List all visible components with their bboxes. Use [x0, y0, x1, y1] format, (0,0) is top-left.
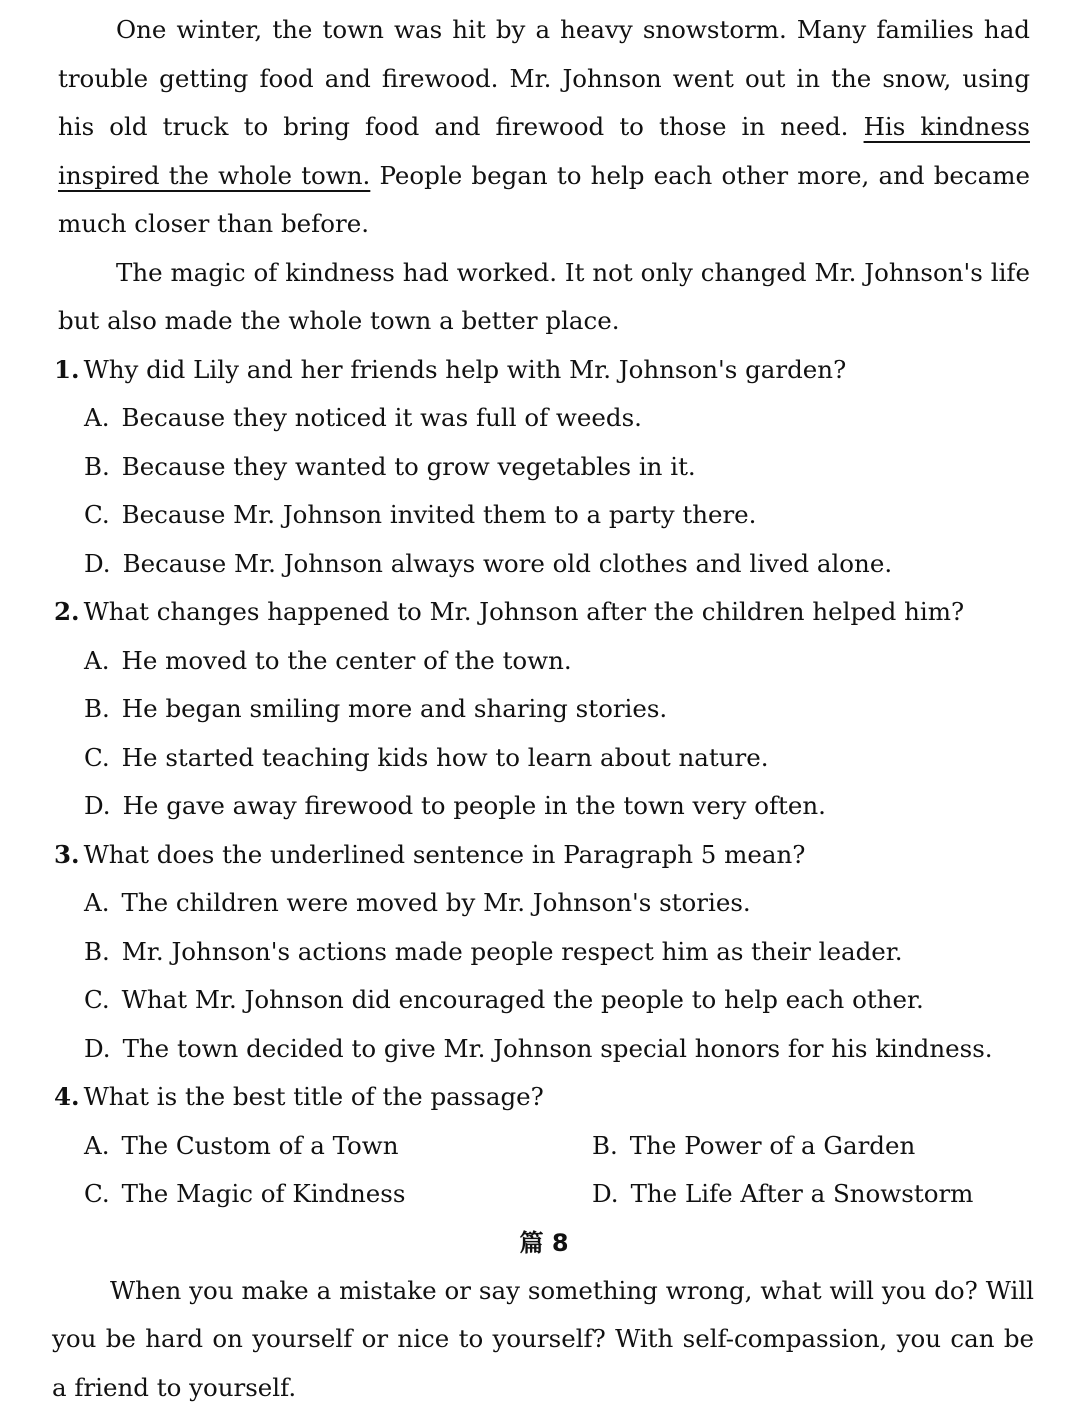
- option-b[interactable]: [84, 928, 1030, 977]
- question-number: 3.: [54, 840, 80, 869]
- option-letter: D.: [84, 1034, 111, 1063]
- option-d[interactable]: [84, 1025, 1030, 1074]
- option-letter: A.: [84, 403, 109, 432]
- option-grid: [84, 1122, 1030, 1219]
- underlined-sentence: His kindness inspired the whole town.: [58, 112, 1030, 190]
- option-c[interactable]: [84, 1170, 592, 1219]
- section-title: 篇 8: [58, 1219, 1030, 1267]
- option-text: The Power of a Garden: [630, 1131, 915, 1160]
- option-letter: D.: [84, 791, 111, 820]
- option-text: The Magic of Kindness: [122, 1179, 406, 1208]
- option-text: Mr. Johnson's actions made people respect him as their leader.: [122, 937, 903, 966]
- option-a[interactable]: [84, 879, 1030, 928]
- option-text: The children were moved by Mr. Johnson's stories.: [121, 888, 750, 917]
- option-text: He moved to the center of the town.: [121, 646, 571, 675]
- option-text: The town decided to give Mr. Johnson special honors for his kindness.: [123, 1034, 993, 1063]
- question-3: [58, 831, 1030, 1074]
- paragraph-snowstorm: [58, 6, 1030, 249]
- question-number: 4.: [54, 1082, 80, 1111]
- question-text: What changes happened to Mr. Johnson after the children helped him?: [84, 597, 965, 626]
- question-stem: [54, 346, 1030, 395]
- option-letter: B.: [84, 937, 110, 966]
- option-letter: D.: [84, 549, 111, 578]
- question-number: 1.: [54, 355, 80, 384]
- option-letter: C.: [84, 743, 110, 772]
- option-c[interactable]: [84, 734, 1030, 783]
- option-text: He started teaching kids how to learn about nature.: [122, 743, 769, 772]
- option-d[interactable]: [84, 782, 1030, 831]
- paragraph-magic: The magic of kindness had worked. It not only changed Mr. Johnson's life but also made the whole town a better place.: [58, 249, 1030, 346]
- section-intro-paragraph: When you make a mistake or say something wrong, what will you do? Will you be hard on yourself or nice to yourself? With self-compassion, you can be a friend to yourself.: [52, 1267, 1034, 1412]
- option-b[interactable]: [592, 1122, 1030, 1171]
- option-c[interactable]: [84, 976, 1030, 1025]
- option-text: He began smiling more and sharing stories.: [122, 694, 667, 723]
- option-letter: A.: [84, 1131, 109, 1160]
- option-text: Because Mr. Johnson always wore old clothes and lived alone.: [123, 549, 893, 578]
- question-stem: [54, 1073, 1030, 1122]
- option-text: Because they noticed it was full of weeds.: [121, 403, 641, 432]
- option-a[interactable]: [84, 1122, 592, 1171]
- option-text: Because Mr. Johnson invited them to a party there.: [122, 500, 757, 529]
- option-text: The Life After a Snowstorm: [631, 1179, 974, 1208]
- option-c[interactable]: [84, 491, 1030, 540]
- question-1: [58, 346, 1030, 589]
- option-a[interactable]: [84, 637, 1030, 686]
- option-d[interactable]: [84, 540, 1030, 589]
- option-letter: C.: [84, 500, 110, 529]
- option-a[interactable]: [84, 394, 1030, 443]
- option-letter: B.: [592, 1131, 618, 1160]
- option-letter: A.: [84, 888, 109, 917]
- option-d[interactable]: [592, 1170, 1030, 1219]
- paragraph-text: One winter, the town was hit by a heavy snowstorm. Many families had trouble getting food and firewood. Mr. Johnson went out in the snow, using his old truck to bring food and firewood to those in need.: [58, 15, 1030, 141]
- option-b[interactable]: [84, 443, 1030, 492]
- question-stem: [54, 588, 1030, 637]
- option-letter: C.: [84, 985, 110, 1014]
- question-text: What does the underlined sentence in Paragraph 5 mean?: [84, 840, 806, 869]
- option-letter: C.: [84, 1179, 110, 1208]
- option-letter: A.: [84, 646, 109, 675]
- option-text: The Custom of a Town: [121, 1131, 398, 1160]
- option-text: He gave away firewood to people in the town very often.: [123, 791, 826, 820]
- option-text: What Mr. Johnson did encouraged the people to help each other.: [122, 985, 924, 1014]
- question-number: 2.: [54, 597, 80, 626]
- paragraph-text: People began to help each other more, and became much closer than before.: [58, 161, 1030, 239]
- question-text: Why did Lily and her friends help with Mr. Johnson's garden?: [84, 355, 847, 384]
- question-2: [58, 588, 1030, 831]
- question-stem: [54, 831, 1030, 880]
- option-text: Because they wanted to grow vegetables in it.: [122, 452, 696, 481]
- option-b[interactable]: [84, 685, 1030, 734]
- question-text: What is the best title of the passage?: [84, 1082, 544, 1111]
- question-4: [58, 1073, 1030, 1219]
- option-letter: B.: [84, 694, 110, 723]
- option-letter: D.: [592, 1179, 619, 1208]
- option-letter: B.: [84, 452, 110, 481]
